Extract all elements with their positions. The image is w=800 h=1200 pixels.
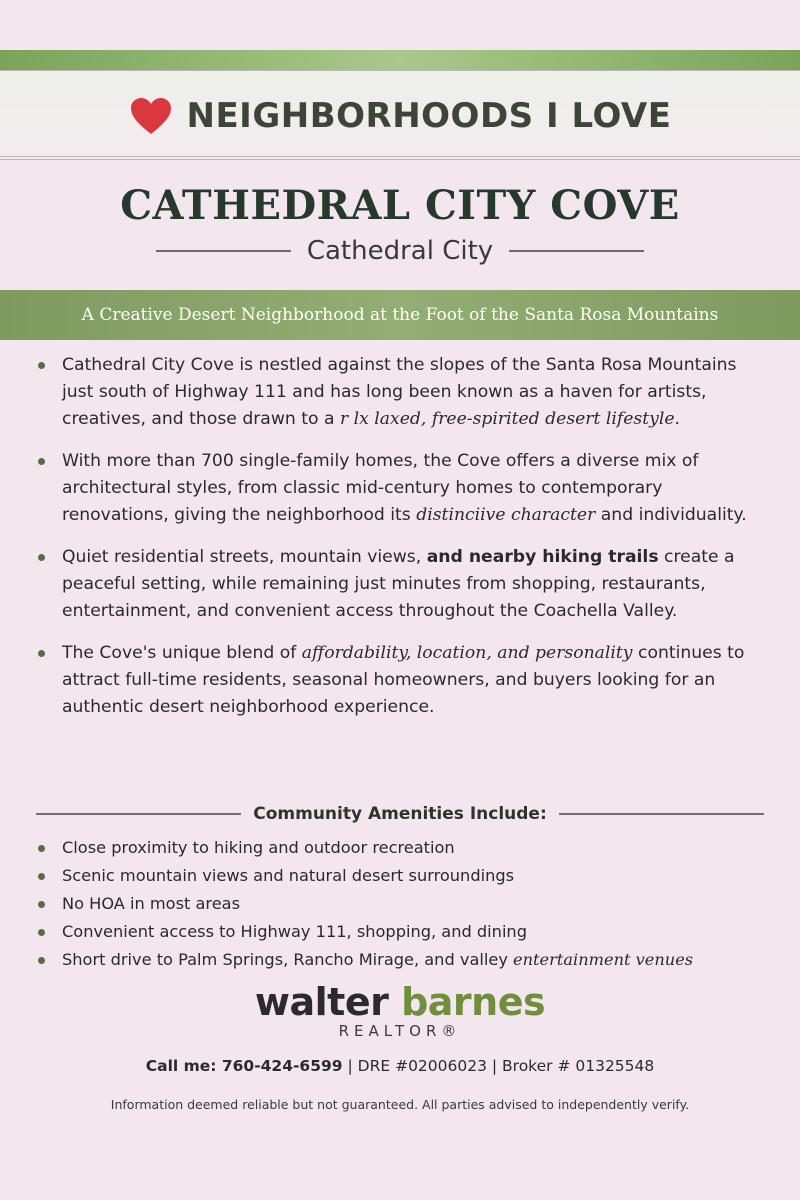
header-bottom-rule bbox=[0, 156, 800, 157]
amenities-heading-row bbox=[36, 804, 764, 824]
bullet-text-end: create a peaceful setting, while remaining just minutes from shopping, restaurants, entertainment, and convenient access throughout the Coachella Valley. bbox=[62, 547, 735, 621]
bullet-text-end: . bbox=[674, 409, 680, 429]
amenity-text: Convenient access to Highway 111, shopping, and dining bbox=[62, 922, 527, 941]
bullet-dot-icon bbox=[38, 957, 45, 964]
bullet-dot-icon bbox=[38, 362, 45, 369]
bullet-dot-icon bbox=[38, 650, 45, 657]
bullet-dot-icon bbox=[38, 929, 45, 936]
bullet-text: With more than 700 single-family homes, the Cove offers a diverse mix of architectural styles, from classic mid-century homes to contemporary renovations, giving the neighborhood its bbox=[62, 451, 699, 525]
subtitle-left-rule bbox=[156, 250, 291, 252]
header-bottom-rule-2 bbox=[0, 159, 800, 160]
license-info: | DRE #02006023 | Broker # 01325548 bbox=[342, 1057, 655, 1075]
bullet-text-end: continues to attract full-time residents, seasonal homeowners, and buyers looking for an authentic desert neighborhood experience. bbox=[62, 643, 745, 717]
subtitle-right-rule bbox=[509, 250, 644, 252]
logo-wordmark bbox=[0, 980, 800, 1024]
bullet-text: The Cove's unique blend of bbox=[62, 643, 302, 663]
list-item bbox=[36, 862, 776, 890]
page-subtitle: Cathedral City bbox=[306, 236, 494, 266]
header-kicker: NEIGHBORHOODS I LOVE bbox=[186, 96, 672, 136]
logo-first-name: walter bbox=[254, 980, 389, 1024]
header-band bbox=[0, 70, 800, 160]
bullet-emphasis: r lx laxed, free-spirited desert lifestyle bbox=[339, 409, 675, 429]
bullet-dot-icon bbox=[38, 845, 45, 852]
list-item bbox=[36, 544, 766, 625]
bullet-emphasis: distinciive character bbox=[416, 505, 596, 525]
bullet-dot-icon bbox=[38, 458, 45, 465]
amenity-text: No HOA in most areas bbox=[62, 894, 241, 913]
amenity-text: Short drive to Palm Springs, Rancho Mirage, and valley bbox=[62, 950, 514, 969]
tagline-banner bbox=[0, 290, 800, 340]
logo-last-name: barnes bbox=[401, 980, 546, 1024]
list-item bbox=[36, 946, 776, 974]
header-content bbox=[0, 96, 800, 136]
list-item bbox=[36, 448, 766, 529]
phone-number[interactable]: Call me: 760-424-6599 bbox=[145, 1057, 343, 1075]
amenities-title: Community Amenities Include: bbox=[253, 804, 547, 824]
tagline-text: A Creative Desert Neighborhood at the Foot of the Santa Rosa Mountains bbox=[81, 305, 719, 325]
list-item bbox=[36, 890, 776, 918]
bullet-dot-icon bbox=[38, 901, 45, 908]
subtitle-row bbox=[0, 236, 800, 266]
bullet-emphasis: affordability, location, and personality bbox=[301, 643, 633, 663]
list-item bbox=[36, 918, 776, 946]
amenities-list bbox=[36, 834, 776, 974]
bullet-text: Cathedral City Cove is nestled against the slopes of the Santa Rosa Mountains just south of Highway 111 and has long been known as a haven for artists, creatives, and those drawn to a bbox=[62, 355, 737, 429]
amenity-text: Scenic mountain views and natural desert surroundings bbox=[62, 866, 515, 885]
realtor-logo bbox=[0, 980, 800, 1040]
amenities-right-rule bbox=[559, 813, 764, 815]
disclaimer: Information deemed reliable but not guaranteed. All parties advised to independently verify. bbox=[110, 1097, 690, 1112]
bullet-dot-icon bbox=[38, 873, 45, 880]
bullet-strong: and nearby hiking trails bbox=[426, 547, 659, 567]
amenity-emphasis: entertainment venues bbox=[513, 950, 694, 969]
description-list bbox=[36, 352, 766, 736]
top-accent-bar bbox=[0, 50, 800, 70]
contact-line bbox=[0, 1057, 800, 1075]
page-title: CATHEDRAL CITY COVE bbox=[120, 182, 680, 229]
header-top-rule bbox=[0, 70, 800, 71]
bullet-dot-icon bbox=[38, 554, 45, 561]
bullet-text: Quiet residential streets, mountain views, bbox=[62, 547, 427, 567]
list-item bbox=[36, 640, 766, 721]
logo-subtitle: REALTOR® bbox=[338, 1022, 462, 1040]
bullet-text-end: and individuality. bbox=[595, 505, 747, 525]
list-item bbox=[36, 834, 776, 862]
amenity-text: Close proximity to hiking and outdoor recreation bbox=[62, 838, 455, 857]
amenities-left-rule bbox=[36, 813, 241, 815]
list-item bbox=[36, 352, 766, 433]
heart-icon bbox=[129, 96, 173, 136]
